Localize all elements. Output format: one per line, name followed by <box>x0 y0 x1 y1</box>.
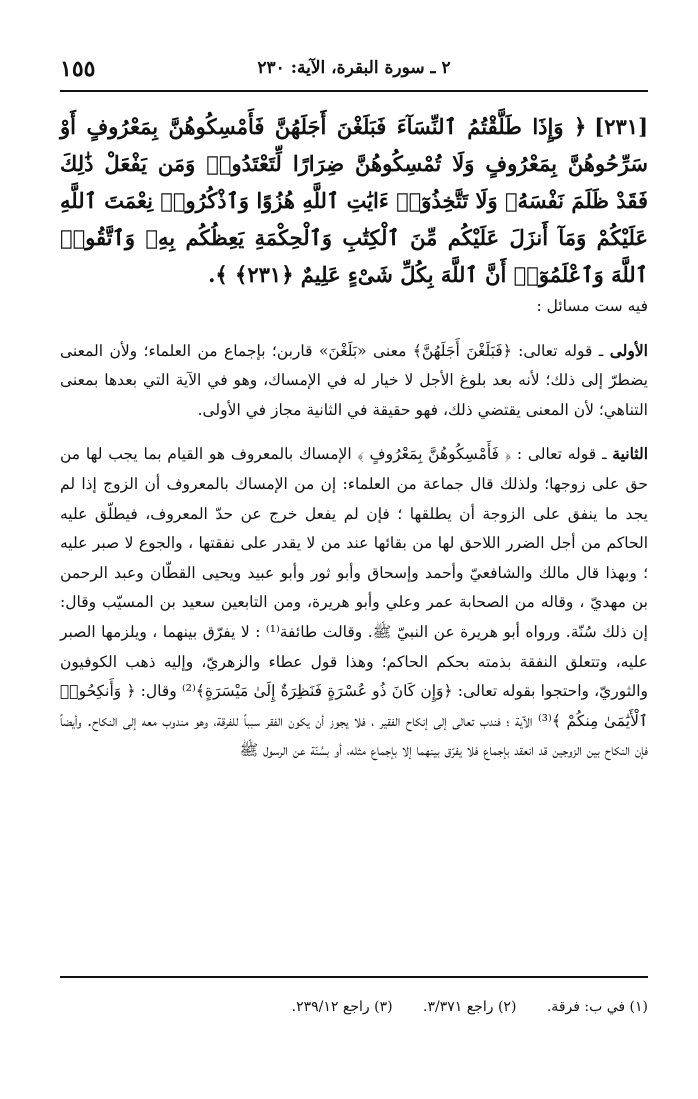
footnotes <box>60 996 648 1018</box>
page-number: ١٥٥ <box>60 56 96 82</box>
header-divider <box>60 90 648 92</box>
issues-intro: فيه ست مسائل : <box>536 297 648 315</box>
verse-text: ﴿ وَإِذَا طَلَّقْتُمُ ٱلنِّسَآءَ فَبَلَغْنَ أَجَلَهُنَّ فَأَمْسِكُوهُنَّ بِمَعْرُوفٍ أَوْ سَرِّحُوهُنَّ بِمَعْرُوفٍ وَلَا تُمْسِكُوهُنَّ ضِرَارًا لِّتَعْتَدُوا۟ وَمَن يَفْعَلْ ذَٰلِكَ فَقَدْ ظَلَمَ نَفْسَهُۥ وَلَا تَتَّخِذُوٓا۟ ءَايَٰتِ ٱللَّهِ هُزُوًا وَٱذْكُرُوا۟ نِعْمَتَ ٱللَّهِ عَلَيْكُمْ وَمَآ أَنزَلَ عَلَيْكُم مِّنَ ٱلْكِتَٰبِ وَٱلْحِكْمَةِ يَعِظُكُم بِهِۦ وَٱتَّقُوا۟ ٱللَّهَ وَٱعْلَمُوٓا۟ أَنَّ ٱللَّهَ بِكُلِّ شَىْءٍ عَلِيمٌ ﴿٢٣١﴾ ﴾ <box>60 114 648 287</box>
page-header <box>60 56 648 86</box>
verse-end-mark: . <box>208 262 216 287</box>
issue-first-lead: الأولى <box>609 340 648 360</box>
verse-number: [٢٣١] <box>594 114 648 139</box>
issue-second-lead: الثانية <box>612 444 648 464</box>
footnote-2: (٢) راجع ٣/٣٧١. <box>423 999 517 1015</box>
footnote-3: (٣) راجع ٢٣٩/١٢. <box>291 999 393 1015</box>
issue-second-text: ـ قوله تعالى : ﴿ فَأَمْسِكُوهُنَّ بِمَعْرُوفٍ ﴾ الإمساك بالمعروف هو القيام بما يجب لها من حق على زوجها؛ ولذلك قال جماعة من العلماء: إن من الإمساك بالمعروف أن الزوج إذا لم يجد ما ينفق على الزوجة أن يطلقها ؛ فإن لم يفعل خرج عن حدّ المعروف، فيطلّق عليه الحاكم من أجل الضرر اللاحق لها من بقائها عند من لا يقدر على نفقتها ، والجوع لا صبر عليه ؛ وبهذا قال مالك والشافعيّ وأحمد وإسحاق وأبو ثور وأبو عبيد ويحيى القطّان وعبد الرحمن بن مهديّ ، وقاله من الصحابة عمر وعلي وأبو هريرة، ومن التابعين سعيد بن المسيّب وقال: إن ذلك سُنّة. ورواه أبو هريرة عن النبيّ ﷺ. وقالت طائفة⁽¹⁾ : لا يفرّق بينهما ، ويلزمها الصبر عليه، وتتعلق النفقة بذمته بحكم الحاكم؛ وهذا قول عطاء والزهريّ، وإليه ذهب الكوفيون والثوريّ، واحتجوا بقوله تعالى: ﴿وَإِن كَانَ ذُو عُسْرَةٍ فَنَظِرَةٌ إِلَىٰ مَيْسَرَةٍ﴾⁽²⁾ وقال: ﴿ وَأَنكِحُوا۟ ٱلْأَيَٰمَىٰ مِنكُمْ ﴾⁽³⁾ الآية ؛ فندب تعالى إلى إنكاح الفقير ، فلا يجوز أن يكون الفقر سبباً للفرقة، وهو مندوب معه إلى النكاح. وأيضاً فإن النكاح بين الزوجين قد انعقد بإجماع فلا يفرّق بينهما إلا بإجماع مثله، أو بسُنّة عن الرسول ﷺ <box>60 445 648 760</box>
footnote-1: (١) في ب: فرقة. <box>546 999 648 1015</box>
quran-verse <box>60 108 648 293</box>
issue-second <box>60 439 648 766</box>
commentary-body <box>60 292 648 766</box>
running-title: ٢ ـ سورة البقرة، الآية: ٢٣٠ <box>257 58 451 78</box>
issue-first-text: ـ قوله تعالى: ﴿فَبَلَغْنَ أَجَلَهُنَّ﴾ معنى «بَلَغْنَ» قاربن؛ بإجماع من العلماء؛ ولأن المعنى يضطرّ إلى ذلك؛ لأنه بعد بلوغ الأجل لا خيار له في الإمساك، وهو في الآية التي بعدها بمعنى التناهي؛ لأن المعنى يقتضي ذلك، فهو حقيقة في الثانية مجاز في الأولى. <box>60 341 648 419</box>
footnote-divider <box>60 976 648 978</box>
issue-first <box>60 336 648 426</box>
